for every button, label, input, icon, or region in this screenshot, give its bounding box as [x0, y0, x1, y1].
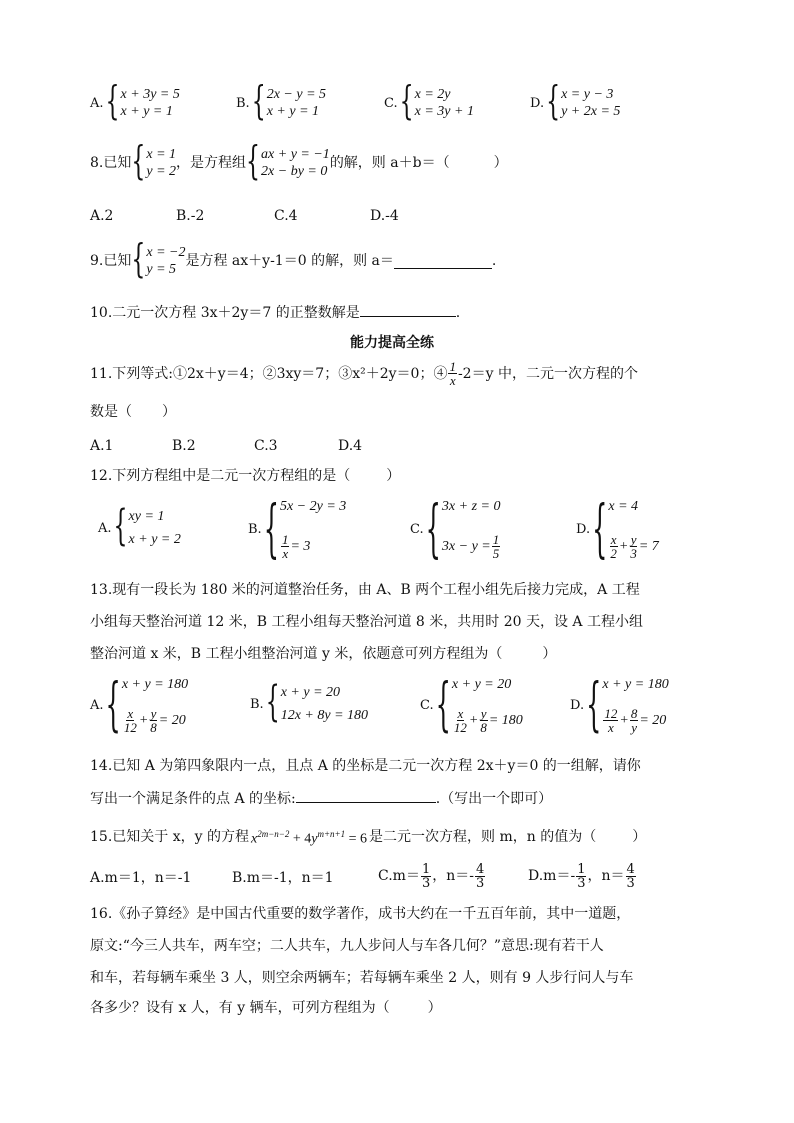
option-d: D.-4 — [370, 208, 399, 224]
question-text: ） — [493, 155, 508, 171]
question-11-cont — [90, 402, 176, 422]
question-text: 整治河道 x 米，B 工程小组整治河道 y 米，依题意可列方程组为（ — [90, 646, 503, 662]
question-11 — [90, 360, 638, 387]
left-brace: { — [131, 237, 146, 283]
equation: x + y = 1 — [266, 104, 320, 119]
fraction: $\frac{4}{3}$ — [475, 861, 485, 891]
question-text: 各多少？设有 x 人，有 y 辆车，可列方程组为（ — [90, 1000, 390, 1016]
question-text: 12.下列方程组中是二元一次方程组的是（ — [90, 468, 351, 484]
left-brace: { — [113, 503, 128, 551]
fraction: $\frac{8}{y}$ — [630, 706, 638, 735]
equation: $\frac{1}{x}$ = 3 — [281, 532, 311, 561]
q7-option-d — [530, 79, 621, 125]
option-label: B. — [250, 696, 264, 712]
q13-option-a — [90, 671, 189, 739]
question-14-line1: 14.已知 A 为第四象限内一点，且点 A 的坐标是二元一次方程 2x＋y＝0 的一组解，请你 — [90, 758, 641, 774]
fraction: $\frac{x}{2}$ — [610, 532, 617, 561]
left-brace: { — [251, 79, 266, 125]
equation: x + y = 180 — [602, 677, 669, 692]
equation: x = 4 — [608, 499, 639, 514]
option-label: C. — [384, 95, 398, 111]
question-9 — [90, 237, 497, 283]
question-text: ，是方程组 — [176, 155, 247, 171]
option-c: C.3 — [254, 438, 278, 454]
q13-option-b — [250, 679, 369, 727]
q12-option-b — [248, 492, 347, 566]
equation: 12x + 8y = 180 — [280, 708, 369, 723]
question-text: ） — [427, 1000, 442, 1016]
left-brace: { — [586, 671, 602, 739]
equation: x = y − 3 — [561, 87, 614, 102]
question-text: ） — [386, 468, 401, 484]
option-b: B.2 — [172, 438, 196, 454]
q13-option-c — [420, 671, 523, 739]
equation: x = 2y — [414, 87, 451, 102]
equation: $\frac{x}{12}$ + $\frac{y}{8}$ = 180 — [453, 706, 523, 735]
equation: x + y = 1 — [120, 104, 173, 119]
q13-option-d — [570, 671, 669, 739]
equation: y + 2x = 5 — [561, 104, 621, 119]
option-label: C. — [420, 697, 434, 713]
left-brace: { — [246, 139, 261, 185]
option-label: D. — [570, 697, 585, 713]
question-text: -2＝y 中，二元一次方程的个 — [457, 365, 638, 382]
equation: x + 3y = 5 — [120, 87, 180, 102]
question-text: ） — [162, 404, 176, 420]
left-brace: { — [425, 492, 441, 566]
equation: xy = 1 — [128, 509, 165, 524]
equation: x + y = 2 — [128, 532, 181, 547]
q15-options — [90, 858, 670, 894]
question-13-line3 — [90, 644, 556, 664]
fraction: $\frac{12}{x}$ — [604, 706, 618, 735]
equation: 5x − 2y = 3 — [279, 499, 347, 514]
question-text: 写出一个满足条件的点 A 的坐标: — [90, 791, 296, 807]
equation: 2x − y = 5 — [266, 87, 327, 102]
question-8 — [90, 139, 508, 185]
equation: y = 2 — [146, 164, 177, 179]
option-a: A.m＝1，n＝-1 — [90, 870, 192, 886]
option-b: B.m＝-1，n＝1 — [232, 870, 334, 886]
option-a: A.2 — [90, 208, 114, 224]
answer-blank[interactable] — [296, 788, 436, 803]
option-d: D.m＝- $\frac{1}{3}$ ，n＝ $\frac{4}{3}$ — [528, 861, 635, 891]
left-brace: { — [105, 79, 120, 125]
question-13-line2: 小组每天整治河道 12 米，B 工程小组每天整治河道 8 米，共用时 20 天，设 A 工程小组 — [90, 614, 643, 630]
fraction: $\frac{y}{3}$ — [630, 532, 637, 561]
equation: $\frac{x}{2}$ + $\frac{y}{3}$ = 7 — [610, 532, 659, 561]
fraction: $\frac{x}{12}$ — [453, 706, 467, 735]
option-c: C.m＝ $\frac{1}{3}$ ，n＝- $\frac{4}{3}$ — [378, 861, 485, 891]
option-label: D. — [576, 521, 591, 537]
equation: $x^{2m-n-2} + 4y^{m+n+1} = 6$ — [250, 829, 368, 847]
option-d: D.4 — [338, 438, 363, 454]
question-text: 11.下列等式:①2x＋y＝4；②3xy＝7；③x²＋2y＝0；④ — [90, 365, 448, 382]
question-16-line4 — [90, 998, 442, 1018]
question-13-line1: 13.现有一段长为 180 米的河道整治任务，由 A、B 两个工程小组先后接力完成，A 工程 — [90, 582, 640, 598]
fraction: $\frac{1}{x}$ — [281, 532, 289, 561]
question-15 — [90, 824, 646, 850]
question-text: .（写出一个即可） — [435, 791, 553, 807]
option-label: B. — [236, 95, 250, 111]
fraction: $\frac{4}{3}$ — [626, 861, 635, 891]
question-10 — [90, 302, 460, 323]
question-text: ） — [632, 828, 647, 845]
question-16-line2: 原文:“今三人共车，两车空；二人共车，九人步问人与车各几何？”意思:现有若干人 — [90, 938, 604, 954]
equation: x = −2 — [146, 245, 186, 260]
equation: x = 1 — [146, 147, 177, 162]
left-brace: { — [265, 679, 280, 727]
equation: x = 3y + 1 — [414, 104, 474, 119]
equation: 2x − by = 0 — [261, 164, 328, 179]
equation: 3x − y = $\frac{1}{5}$ — [441, 532, 500, 561]
answer-blank[interactable] — [394, 254, 492, 269]
option-label: A. — [90, 697, 104, 713]
left-brace: { — [263, 492, 279, 566]
fraction: $\frac{1}{5}$ — [492, 532, 500, 561]
option-label: C. — [410, 521, 424, 537]
left-brace: { — [546, 79, 561, 125]
question-16-line3: 和车，若每辆车乘坐 3 人，则空余两辆车；若每辆车乘坐 2 人，则有 9 人步行问人与车 — [90, 970, 634, 986]
equation: x + y = 180 — [121, 677, 189, 692]
option-c: C.4 — [274, 208, 298, 224]
left-brace: { — [105, 671, 121, 739]
option-label: B. — [248, 521, 262, 537]
equation: x + y = 20 — [451, 677, 512, 692]
question-14-line2 — [90, 788, 552, 809]
q7-option-a — [90, 79, 180, 125]
option-label: D. — [530, 95, 545, 111]
option-label: A. — [90, 95, 104, 111]
fraction: $\frac{y}{8}$ — [480, 706, 487, 735]
fraction: $\frac{1}{x}$ — [449, 359, 456, 388]
q12-option-c — [410, 492, 501, 566]
question-text: 是二元一次方程，则 m，n 的值为（ — [369, 828, 597, 845]
option-b: B.-2 — [176, 208, 205, 224]
question-text: . — [491, 253, 497, 269]
q12-option-a — [98, 503, 181, 551]
answer-blank[interactable] — [360, 302, 456, 317]
q7-option-b — [236, 79, 327, 125]
option-label: A. — [98, 520, 112, 536]
q7-option-c — [384, 79, 474, 125]
question-text: 15.已知关于 x，y 的方程 — [90, 828, 249, 845]
fraction: $\frac{1}{3}$ — [577, 861, 586, 891]
question-text: 8.已知 — [90, 155, 132, 171]
question-text: 是方程 ax＋y-1＝0 的解，则 a＝ — [185, 253, 394, 269]
question-text: 数是（ — [90, 404, 132, 420]
question-text: 的解，则 a＋b＝（ — [329, 155, 450, 171]
left-brace: { — [399, 79, 414, 125]
fraction: $\frac{y}{8}$ — [150, 706, 157, 735]
equation: $\frac{x}{12}$ + $\frac{y}{8}$ = 20 — [123, 706, 186, 735]
fraction: $\frac{x}{12}$ — [123, 706, 137, 735]
section-title: 能力提高全练 — [350, 335, 434, 351]
question-text: 10.二元一次方程 3x＋2y＝7 的正整数解是 — [90, 305, 360, 321]
q12-option-d — [576, 492, 659, 566]
left-brace: { — [592, 492, 608, 566]
fraction: $\frac{1}{3}$ — [421, 861, 431, 891]
option-a: A.1 — [90, 438, 114, 454]
equation: x + y = 20 — [280, 685, 341, 700]
question-16-line1: 16.《孙子算经》是中国古代重要的数学著作，成书大约在一千五百年前，其中一道题， — [90, 906, 631, 922]
equation: $\frac{12}{x}$ + $\frac{8}{y}$ = 20 — [604, 706, 667, 735]
question-text: . — [455, 305, 461, 321]
question-12 — [90, 466, 400, 486]
equation: y = 5 — [146, 262, 177, 277]
left-brace: { — [131, 139, 146, 185]
question-text: 9.已知 — [90, 253, 132, 269]
equation: ax + y = −1 — [261, 147, 330, 162]
equation: 3x + z = 0 — [441, 499, 501, 514]
left-brace: { — [435, 671, 451, 739]
question-text: ） — [542, 646, 557, 662]
